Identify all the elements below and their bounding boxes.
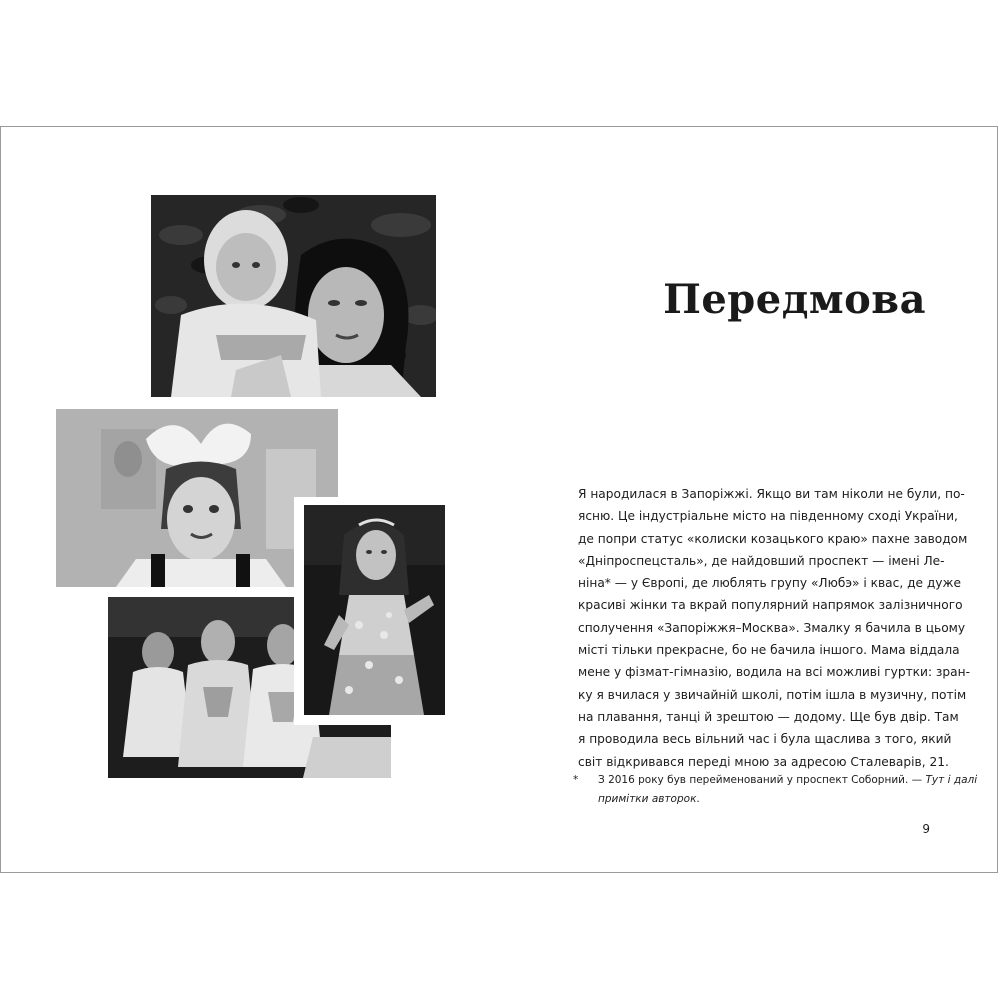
text-line: ясню. Це індустріальне місто на південному сході України, — [578, 509, 958, 524]
text-line: світ відкривався переді мною за адресою Сталеварів, 21. — [578, 754, 949, 769]
footnote-line — [598, 790, 928, 809]
footnote-text — [598, 771, 978, 809]
chapter-heading: Передмова — [663, 276, 926, 323]
text-line: ку я вчилася у звичайній школі, потім ішла в музичну, потім — [578, 687, 967, 702]
footnote-line — [598, 771, 978, 790]
footnote-italic-text: Тут і далі — [925, 774, 978, 786]
text-line: де попри статус «колиски козацького краю» пахне заводом — [578, 531, 968, 546]
page-number: 9 — [922, 822, 930, 836]
text-line: місті тільки прекрасне, бо не бачила іншого. Мама віддала — [578, 643, 960, 658]
text-line: мене у фізмат-гімназію, водила на всі можливі гуртки: зран- — [578, 665, 970, 680]
text-line: Я народилася в Запоріжжі. Якщо ви там ніколи не були, по- — [578, 487, 965, 501]
text-line: «Дніпроспецсталь», де найдовший проспект — імені Ле- — [578, 553, 945, 568]
text-line: на плавання, танці й зрештою — додому. Ще був двір. Там — [578, 709, 959, 724]
text-line: я проводила весь вільний час і була щаслива з того, який — [578, 732, 952, 747]
text-line: красиві жінки та вкрай популярний напрямок залізничного — [578, 598, 963, 613]
footnote-plain-text: З 2016 року був перейменований у проспект Соборний. — — [598, 774, 926, 786]
footnote-italic-text: примітки авторок — [598, 793, 697, 805]
photo-mother-with-baby — [151, 195, 436, 397]
text-line: сполучення «Запоріжжя–Москва». Змалку я бачила в цьому — [578, 620, 966, 635]
body-paragraph — [578, 483, 970, 773]
footnote — [573, 771, 978, 809]
text-line: ніна* — у Європі, де люблять групу «Любэ» і квас, де дуже — [578, 576, 961, 591]
footnote-marker: * — [573, 774, 579, 786]
footnote-end-punctuation: . — [696, 793, 700, 805]
photo-girl-in-sequin-dress — [294, 497, 454, 725]
